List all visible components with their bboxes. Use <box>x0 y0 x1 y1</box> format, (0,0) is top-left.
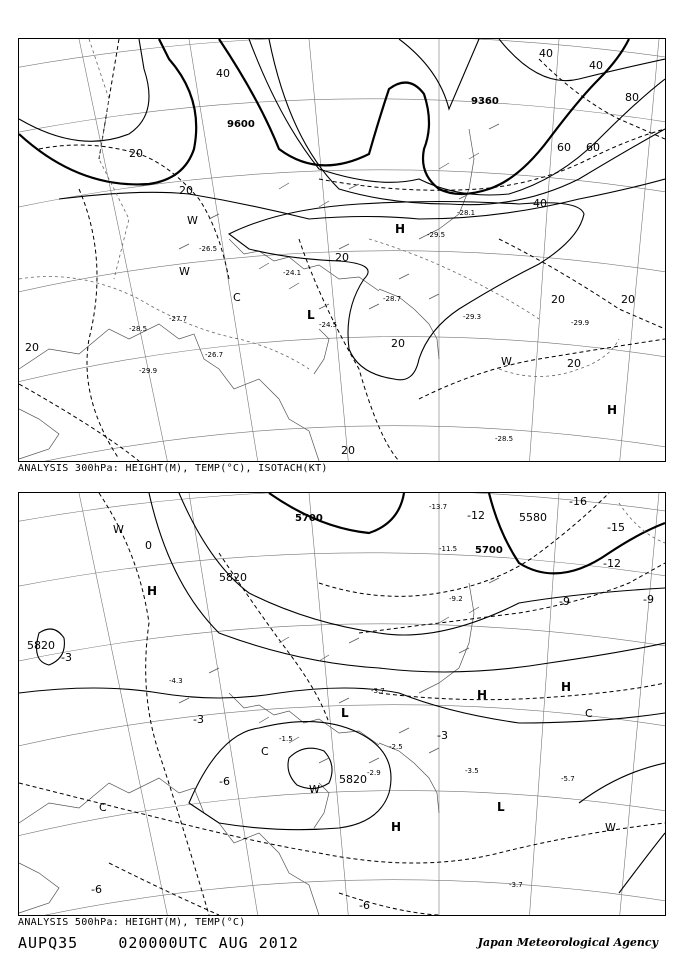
isotach-label: 60 <box>586 141 600 154</box>
temp-label: -27.7 <box>169 315 188 323</box>
temp-label: -29.5 <box>427 231 446 239</box>
isotherm-label: -9 <box>643 593 654 606</box>
height-contours <box>19 39 665 219</box>
warm-center-label: W <box>605 821 616 834</box>
map-500hpa-svg <box>19 493 665 915</box>
isotherms <box>19 493 665 915</box>
isotherm-label: -6 <box>91 883 102 896</box>
map-panel-300hpa <box>18 38 666 462</box>
height-value-labels <box>27 511 547 786</box>
temp-label: -1.5 <box>279 735 293 743</box>
warm-center-label: W <box>179 265 190 278</box>
warm-center-label: W <box>309 783 320 796</box>
isotach-label: 20 <box>335 251 349 264</box>
temp-label: -24.1 <box>283 269 302 277</box>
isotherm-label: -12 <box>467 509 485 522</box>
temp-label: -24.5 <box>319 321 338 329</box>
isotherm-label: -15 <box>607 521 625 534</box>
cold-center-label: C <box>585 707 593 720</box>
isotach-label: 20 <box>179 184 193 197</box>
temp-label: -29.9 <box>139 367 158 375</box>
isotach-label: 20 <box>551 293 565 306</box>
height-label-5820: 5820 <box>219 571 247 584</box>
warm-center-label: W <box>501 355 512 368</box>
temp-label: -3.5 <box>465 767 479 775</box>
radiosonde-station-marks <box>179 578 499 763</box>
isotherm-label: -3 <box>193 713 204 726</box>
temperature-value-labels <box>129 209 589 443</box>
temp-label: -13.7 <box>429 503 448 511</box>
high-center-label: H <box>561 680 572 694</box>
height-label-5580: 5580 <box>519 511 547 524</box>
height-label-9600: 9600 <box>227 119 255 130</box>
isotach-label: 20 <box>341 444 355 457</box>
height-label-9360: 9360 <box>471 96 499 107</box>
isotach-label: 20 <box>621 293 635 306</box>
cold-center-label: C <box>99 801 107 814</box>
temp-label: -28.5 <box>495 435 514 443</box>
isotherm-label: -3 <box>61 651 72 664</box>
coastlines <box>19 583 474 915</box>
temp-label: -5.7 <box>561 775 575 783</box>
coastlines <box>19 129 474 461</box>
isotachs <box>19 39 665 461</box>
temp-label: -28.1 <box>457 209 476 217</box>
isotherm-label: -3 <box>437 729 448 742</box>
isotherm-label: -16 <box>569 495 587 508</box>
pressure-centers <box>179 214 617 417</box>
cold-center-label: C <box>233 291 241 304</box>
high-center-label: H <box>391 820 402 834</box>
temp-label: -28.5 <box>129 325 148 333</box>
isotach-label: 60 <box>557 141 571 154</box>
temp-label: -28.7 <box>383 295 402 303</box>
isotherm-label: -6 <box>359 899 370 912</box>
temp-label: -9.2 <box>449 595 463 603</box>
temp-label: -26.7 <box>205 351 224 359</box>
height-label-5820: 5820 <box>339 773 367 786</box>
lat-lon-grid <box>19 493 665 915</box>
isotach-label: 40 <box>539 47 553 60</box>
high-center-label: H <box>607 403 618 417</box>
panel-500hpa-caption: ANALYSIS 500hPa: HEIGHT(M), TEMP(°C) <box>18 917 246 928</box>
low-center-label: L <box>497 800 505 814</box>
high-center-label: H <box>395 222 406 236</box>
isotach-label: 20 <box>391 337 405 350</box>
temp-label: -3.7 <box>371 687 385 695</box>
isotherm-value-labels <box>61 495 654 912</box>
map-panel-500hpa <box>18 492 666 916</box>
low-center-label: L <box>307 308 315 322</box>
chart-time: 020000UTC AUG 2012 <box>118 934 299 952</box>
height-label-5820: 5820 <box>27 639 55 652</box>
temp-label: -29.3 <box>463 313 482 321</box>
temp-label: -29.9 <box>571 319 590 327</box>
isotach-label: 40 <box>589 59 603 72</box>
high-center-label: H <box>147 584 158 598</box>
cold-center-label: C <box>261 745 269 758</box>
isotach-label: 40 <box>533 197 547 210</box>
isotherm-label: -9 <box>559 595 570 608</box>
radiosonde-station-marks <box>179 124 499 309</box>
isotach-label: 20 <box>25 341 39 354</box>
chart-footer <box>18 934 299 952</box>
height-label-5700: 5700 <box>475 545 503 556</box>
warm-center-label: W <box>187 214 198 227</box>
temp-label: -4.3 <box>169 677 183 685</box>
high-center-label: H <box>477 688 488 702</box>
isotherm-label: 0 <box>145 539 152 552</box>
map-300hpa-svg <box>19 39 665 461</box>
temperature-value-labels <box>169 503 575 889</box>
panel-300hpa-caption: ANALYSIS 300hPa: HEIGHT(M), TEMP(°C), ISOTACH(KT) <box>18 463 328 474</box>
isotach-label: 40 <box>216 67 230 80</box>
isotherm-label: -6 <box>219 775 230 788</box>
isotach-label: 20 <box>567 357 581 370</box>
isotach-label: 20 <box>129 147 143 160</box>
temp-label: -2.9 <box>367 769 381 777</box>
temp-label: -2.5 <box>389 743 403 751</box>
temp-label: -11.5 <box>439 545 458 553</box>
temp-label: -26.5 <box>199 245 218 253</box>
isotherm-label: -12 <box>603 557 621 570</box>
lat-lon-grid <box>19 39 665 461</box>
temp-label: -3.7 <box>509 881 523 889</box>
warm-center-label: W <box>113 523 124 536</box>
height-label-5700: 5700 <box>295 513 323 524</box>
chart-id: AUPQ35 <box>18 934 79 952</box>
isotach-label: 80 <box>625 91 639 104</box>
agency-name: Japan Meteorological Agency <box>477 936 658 949</box>
low-center-label: L <box>341 706 349 720</box>
